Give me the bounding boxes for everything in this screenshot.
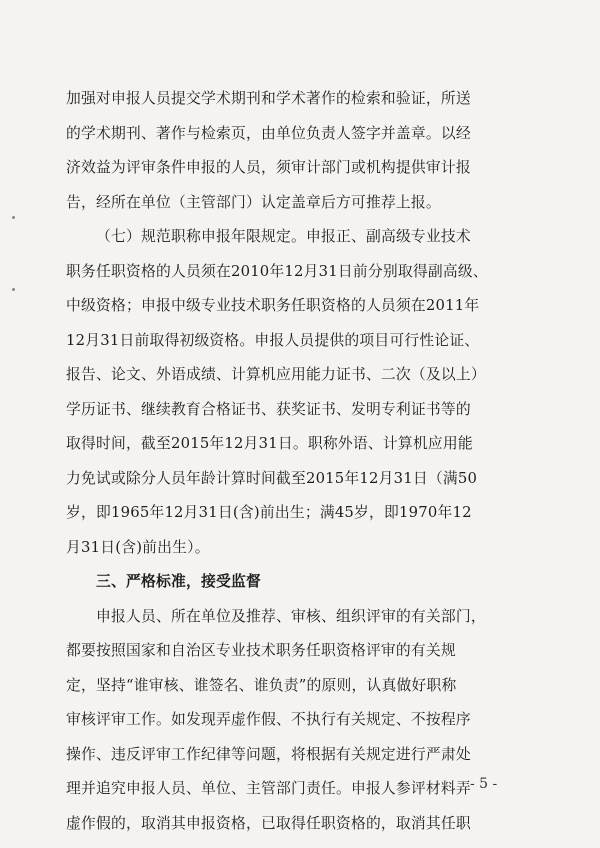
text-line: 理并追究申报人员、单位、主管部门责任。申报人参评材料弄 bbox=[66, 780, 471, 797]
text-line: 力免试或除分人员年龄计算时间截至2015年12月31日（满50 bbox=[66, 469, 478, 487]
text-line: 12月31日前取得初级资格。申报人员提供的项目可行性论证、 bbox=[66, 331, 480, 349]
text-line: 操作、违反评审工作纪律等问题，将根据有关规定进行严肃处 bbox=[66, 745, 471, 763]
binding-hole-mark bbox=[12, 288, 15, 291]
text-line: 加强对申报人员提交学术期刊和学术著作的检索和验证，所送 bbox=[66, 90, 471, 107]
text-line: 报告、论文、外语成绩、计算机应用能力证书、二次（及以上） bbox=[66, 366, 486, 383]
text-line: 济效益为评审条件申报的人员，须审计部门或机构提供审计报 bbox=[66, 159, 471, 176]
text-line: 申报人员、所在单位及推荐、审核、组织评审的有关部门， bbox=[96, 607, 486, 625]
text-line: 职务任职资格的人员须在2010年12月31日前分别取得副高级、 bbox=[66, 262, 488, 280]
text-line: （七）规范职称申报年限规定。申报正、副高级专业技术 bbox=[96, 228, 471, 245]
text-line: 的学术期刊、著作与检索页，由单位负责人签字并盖章。以经 bbox=[66, 124, 471, 142]
text-line: 中级资格；申报中级专业技术职务任职资格的人员须在2011年 bbox=[66, 297, 480, 314]
text-line: 月31日(含)前出生）。 bbox=[66, 538, 210, 556]
text-line: 学历证书、继续教育合格证书、获奖证书、发明专利证书等的 bbox=[66, 400, 471, 418]
text-line: 虚作假的，取消其申报资格，已取得任职资格的，取消其任职 bbox=[66, 814, 471, 832]
text-line: 告，经所在单位（主管部门）认定盖章后方可推荐上报。 bbox=[66, 193, 441, 211]
page-number: - 5 - bbox=[470, 776, 498, 792]
text-line: 岁，即1965年12月31日(含)前出生；满45岁，即1970年12 bbox=[66, 504, 472, 521]
binding-hole-mark bbox=[12, 216, 15, 219]
text-line: 审核评审工作。如发现弄虚作假、不执行有关规定、不按程序 bbox=[66, 711, 471, 728]
body-text bbox=[66, 82, 536, 841]
text-line: 定，坚持“谁审核、谁签名、谁负责”的原则，认真做好职称 bbox=[66, 676, 457, 694]
text-line: 都要按照国家和自治区专业技术职务任职资格评审的有关规 bbox=[66, 642, 456, 659]
section-heading: 三、严格标准，接受监督 bbox=[96, 573, 261, 590]
text-line: 取得时间，截至2015年12月31日。职称外语、计算机应用能 bbox=[66, 435, 473, 452]
